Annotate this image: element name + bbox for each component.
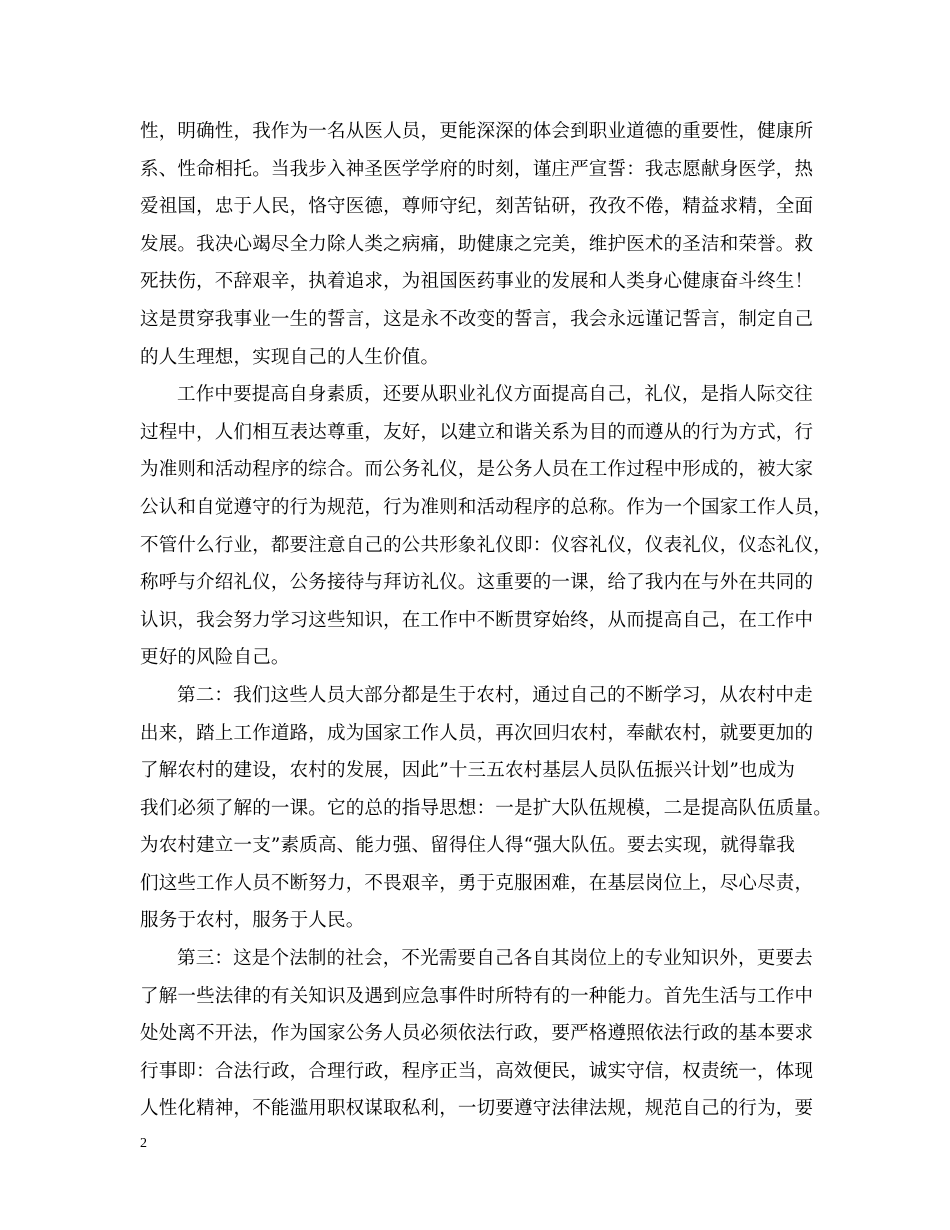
text-line: 发展。我决心竭尽全力除人类之病痛，助健康之完美，维护医术的圣洁和荣誉。救 bbox=[140, 233, 814, 255]
text-line: 了解一些法律的有关知识及遇到应急事件时所特有的一种能力。首先生活与工作中 bbox=[140, 985, 814, 1007]
text-line: 行事即：合法行政，合理行政，程序正当，高效便民，诚实守信，权责统一，体现 bbox=[140, 1060, 814, 1082]
text-line: 第二：我们这些人员大部分都是生于农村，通过自己的不断学习，从农村中走 bbox=[177, 684, 813, 706]
text-line: 服务于农村，服务于人民。 bbox=[140, 910, 365, 932]
text-line: 我们必须了解的一课。它的总的指导思想：一是扩大队伍规模，二是提高队伍质量。 bbox=[140, 797, 832, 819]
text-line: 爱祖国，忠于人民，恪守医德，尊师守纪，刻苦钻研，孜孜不倦，精益求精，全面 bbox=[140, 196, 814, 218]
page-number: 2 bbox=[140, 1136, 147, 1151]
text-line: 称呼与介绍礼仪，公务接待与拜访礼仪。这重要的一课，给了我内在与外在共同的 bbox=[140, 572, 814, 594]
text-line: 出来，踏上工作道路，成为国家工作人员，再次回归农村，奉献农村，就要更加的 bbox=[140, 722, 814, 744]
text-line: 不管什么行业，都要注意自己的公共形象礼仪即：仪容礼仪，仪表礼仪，仪态礼仪， bbox=[140, 534, 832, 556]
paragraph bbox=[140, 940, 820, 1128]
text-line: 人性化精神，不能滥用职权谋取私利，一切要遵守法律法规，规范自己的行为，要 bbox=[140, 1098, 814, 1120]
text-line: 死扶伤，不辞艰辛，执着追求，为祖国医药事业的发展和人类身心健康奋斗终生！ bbox=[140, 271, 814, 293]
text-line: 处处离不开法，作为国家公务人员必须依法行政，要严格遵照依法行政的基本要求 bbox=[140, 1023, 814, 1045]
paragraph bbox=[140, 113, 820, 376]
paragraph bbox=[140, 677, 832, 940]
text-line: 为农村建立一支”素质高、能力强、留得住人得“强大队伍。要去实现，就得靠我 bbox=[140, 835, 796, 857]
text-line: 公认和自觉遵守的行为规范，行为准则和活动程序的总称。作为一个国家工作人员， bbox=[140, 496, 832, 518]
text-line: 工作中要提高自身素质，还要从职业礼仪方面提高自己，礼仪，是指人际交往 bbox=[177, 384, 813, 406]
text-line: 更好的风险自己。 bbox=[140, 647, 290, 669]
paragraph bbox=[140, 376, 832, 677]
text-line: 们这些工作人员不断努力，不畏艰辛，勇于克服困难，在基层岗位上，尽心尽责， bbox=[140, 872, 814, 894]
document-body bbox=[140, 113, 832, 1128]
text-line: 的人生理想，实现自己的人生价值。 bbox=[140, 346, 440, 368]
text-line: 过程中，人们相互表达尊重，友好，以建立和谐关系为目的而遵从的行为方式，行 bbox=[140, 421, 814, 443]
text-line: 这是贯穿我事业一生的誓言，这是永不改变的誓言，我会永远谨记誓言，制定自己 bbox=[140, 308, 814, 330]
text-line: 第三：这是个法制的社会，不光需要自己各自其岗位上的专业知识外，更要去 bbox=[177, 948, 813, 970]
text-line: 了解农村的建设，农村的发展，因此”十三五农村基层人员队伍振兴计划”也成为 bbox=[140, 760, 796, 782]
text-line: 系、性命相托。当我步入神圣医学学府的时刻，谨庄严宣誓：我志愿献身医学，热 bbox=[140, 158, 814, 180]
text-line: 性，明确性，我作为一名从医人员，更能深深的体会到职业道德的重要性，健康所 bbox=[140, 121, 814, 142]
text-line: 认识，我会努力学习这些知识，在工作中不断贯穿始终，从而提高自己，在工作中 bbox=[140, 609, 814, 631]
text-line: 为准则和活动程序的综合。而公务礼仪，是公务人员在工作过程中形成的，被大家 bbox=[140, 459, 814, 481]
